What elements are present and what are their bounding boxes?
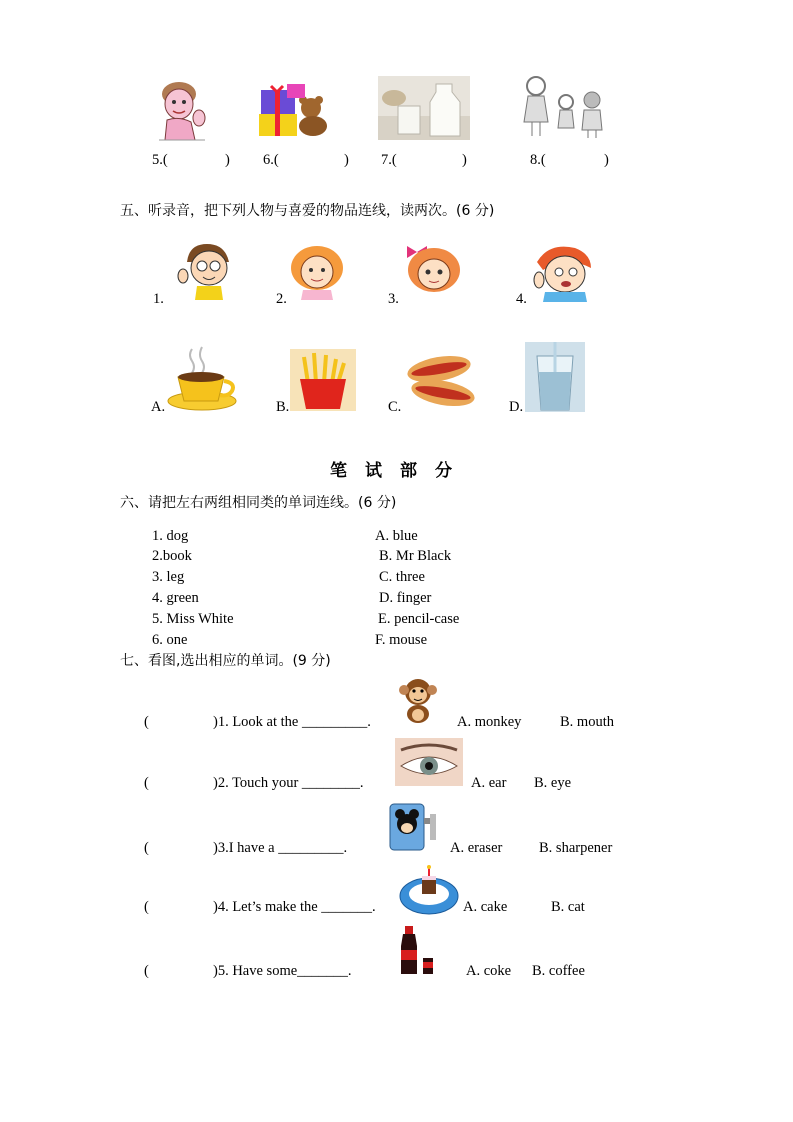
section6-heading: 六、请把左右两组相同类的单词连线。(6 分) — [120, 495, 397, 511]
q1-paren: ( — [144, 714, 149, 730]
label-5-open: 5.( — [152, 152, 168, 168]
left-word-4: 4. green — [152, 590, 199, 606]
gifts-and-teddy-picture — [257, 82, 332, 138]
q5-text: )5. Have some_______. — [213, 963, 352, 979]
label-8-close: ) — [604, 152, 609, 168]
eye-picture — [395, 738, 463, 786]
q4-option-a: A. cake — [463, 899, 508, 915]
q5-paren: ( — [144, 963, 149, 979]
label-8-open: 8.( — [530, 152, 546, 168]
sharpener-picture — [386, 798, 442, 856]
boy-red-hair-picture — [529, 242, 599, 302]
label-7-open: 7.( — [381, 152, 397, 168]
right-word-d: D. finger — [379, 590, 432, 606]
right-word-a: A. blue — [375, 528, 418, 544]
milk-picture — [378, 76, 470, 140]
q5-option-a: A. coke — [466, 963, 512, 979]
person-label-3: 3. — [388, 291, 399, 307]
cake-picture — [398, 864, 460, 916]
q2-option-a: A. ear — [471, 775, 507, 791]
right-word-f: F. mouse — [375, 632, 428, 648]
monkey-picture — [398, 676, 438, 724]
coffee-cup-picture — [166, 345, 238, 411]
left-word-2: 2.book — [152, 548, 192, 564]
water-glass-picture — [525, 342, 585, 412]
label-7-close: ) — [462, 152, 467, 168]
q1-text: )1. Look at the _________. — [213, 714, 371, 730]
q5-option-b: B. coffee — [532, 963, 585, 979]
written-part-title: 笔试部分 — [330, 461, 470, 481]
left-word-1: 1. dog — [152, 528, 189, 544]
item-label-c: C. — [388, 399, 402, 415]
hotdog-picture — [403, 349, 479, 411]
section5-heading: 五、听录音，把下列人物与喜爱的物品连线，读两次。(6 分) — [120, 203, 495, 219]
left-word-5: 5. Miss White — [152, 611, 234, 627]
left-word-3: 3. leg — [152, 569, 185, 585]
person-label-1: 1. — [153, 291, 164, 307]
q3-option-b: B. sharpener — [539, 840, 613, 856]
boy-with-glasses-picture — [175, 240, 237, 300]
label-5-close: ) — [225, 152, 230, 168]
q1-option-b: B. mouth — [560, 714, 614, 730]
q3-paren: ( — [144, 840, 149, 856]
girl-orange-hair-picture — [287, 242, 347, 300]
label-6-open: 6.( — [263, 152, 279, 168]
q4-option-b: B. cat — [551, 899, 585, 915]
item-label-a: A. — [151, 399, 166, 415]
girl-with-bow-picture — [401, 242, 467, 300]
label-6-close: ) — [344, 152, 349, 168]
family-picture — [520, 74, 606, 140]
boy-waving-picture — [155, 80, 210, 142]
right-word-e: E. pencil-case — [378, 611, 460, 627]
right-word-c: C. three — [379, 569, 425, 585]
section7-heading: 七、看图,选出相应的单词。(9 分) — [120, 653, 331, 669]
item-label-d: D. — [509, 399, 524, 415]
q1-option-a: A. monkey — [457, 714, 522, 730]
q4-paren: ( — [144, 899, 149, 915]
q4-text: )4. Let’s make the _______. — [213, 899, 376, 915]
q3-text: )3.I have a _________. — [213, 840, 348, 856]
q2-option-b: B. eye — [534, 775, 572, 791]
coke-picture — [397, 924, 443, 976]
left-word-6: 6. one — [152, 632, 188, 648]
person-label-2: 2. — [276, 291, 287, 307]
right-word-b: B. Mr Black — [379, 548, 452, 564]
q2-text: )2. Touch your ________. — [213, 775, 364, 791]
fries-picture — [290, 349, 356, 411]
q2-paren: ( — [144, 775, 149, 791]
item-label-b: B. — [276, 399, 290, 415]
person-label-4: 4. — [516, 291, 527, 307]
q3-option-a: A. eraser — [450, 840, 503, 856]
